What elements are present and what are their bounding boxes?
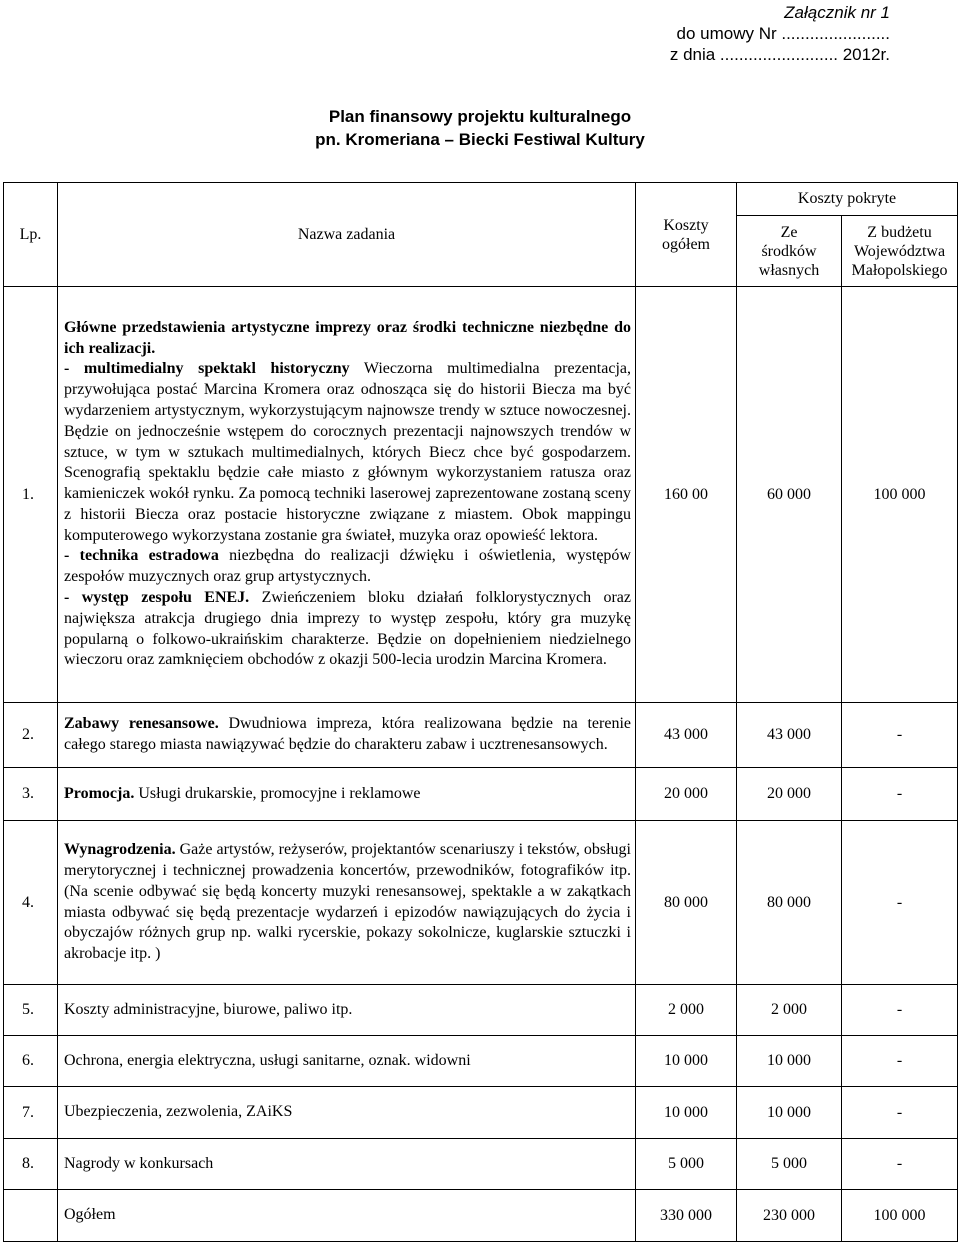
attachment-number: Załącznik nr 1 bbox=[784, 3, 890, 22]
row-lp: 2. bbox=[4, 703, 58, 768]
row-budget: - bbox=[842, 1087, 958, 1139]
header-own-l1: Ze bbox=[780, 223, 798, 241]
row-text: Dwudniowa impreza, która realizowana będzie na terenie całego starego miasta nawiązywać będzie do charakteru zabaw i ucztrenesansowych. bbox=[64, 715, 632, 753]
row-lp: 8. bbox=[4, 1139, 58, 1190]
row-bold-lead: Wynagrodzenia. bbox=[64, 841, 176, 859]
row-budget: 100 000 bbox=[842, 287, 958, 703]
table-row bbox=[4, 985, 958, 1036]
agreement-date: z dnia ......................... 2012r. bbox=[669, 45, 890, 64]
row-paragraph bbox=[64, 546, 631, 588]
row-description bbox=[58, 287, 636, 703]
row-lp: 7. bbox=[4, 1087, 58, 1139]
row-bold-lead: - występ zespołu ENEJ. bbox=[64, 589, 250, 607]
row-bold-lead: Promocja. bbox=[64, 784, 135, 802]
header-total-l1: Koszty bbox=[663, 216, 709, 234]
row-own: 2 000 bbox=[737, 985, 842, 1036]
row-lp: 6. bbox=[4, 1036, 58, 1087]
table-row bbox=[4, 703, 958, 768]
row-own: 60 000 bbox=[737, 287, 842, 703]
row-description bbox=[58, 768, 636, 821]
row-paragraph bbox=[64, 588, 631, 671]
row-description: Koszty administracyjne, biurowe, paliwo itp. bbox=[58, 985, 636, 1036]
row-bold-lead: - multimedialny spektakl historyczny bbox=[64, 360, 350, 378]
row-lp: 5. bbox=[4, 985, 58, 1036]
row-total: 43 000 bbox=[636, 703, 737, 768]
header-budget-l2: Województwa bbox=[853, 242, 946, 260]
row-budget: - bbox=[842, 1036, 958, 1087]
row-total: 10 000 bbox=[636, 1036, 737, 1087]
row-total: 2 000 bbox=[636, 985, 737, 1036]
row-own: 10 000 bbox=[737, 1087, 842, 1139]
row-lp: 1. bbox=[4, 287, 58, 703]
summary-budget: 100 000 bbox=[842, 1190, 958, 1242]
table-row bbox=[4, 768, 958, 821]
row-description: Nagrody w konkursach bbox=[58, 1139, 636, 1190]
header-own-funds bbox=[737, 216, 842, 287]
agreement-number: do umowy Nr ....................... bbox=[676, 24, 890, 43]
header-lp: Lp. bbox=[4, 183, 58, 287]
financial-plan-table bbox=[3, 182, 958, 1242]
row-text: Gaże artystów, reżyserów, projektantów scenariuszy i tekstów, obsługi merytorycznej i technicznej prowadzenia koncertów, przewodników, fotografików itp. (Na scenie odbywać się będą koncerty muzyki renesansowej, spektakle a w zakątkach miasta odbywać się będą prezentacje wydarzeń i epizodów nawiązujących do życia i obyczajów różnych grup np. walki rycerskie, pokazy sokolnicze, kuglarskie sztuczki i akrobacje itp. ) bbox=[64, 841, 631, 963]
row-bold-lead: Zabawy renesansowe. bbox=[64, 715, 219, 733]
summary-lp-empty bbox=[4, 1190, 58, 1242]
table-row bbox=[4, 821, 958, 985]
table-row bbox=[4, 1036, 958, 1087]
row-text: Wieczorna multimedialna prezentacja, przywołująca postać Marcina Kromera oraz odnosząca się do historii Biecza ma być wydarzeniem artystycznym, wykorzystującym najnowsze trendy w sztuce nowoczesnej. Będzie on jednocześnie wstępem do corocznych prezentacji najnowszych trendów w sztuce, w tym w sztukach multimedialnych, których Biecz chce być gospodarzem. Scenografią spektaklu będzie całe miasto z głównym wykorzystaniem ratusza oraz kamieniczek wokół rynku. Za pomocą techniki laserowej zaprezentowane zostaną sceny z historii Biecza oraz postacie historyczne związane z miastem. Obok mappingu komputerowego wykorzystana zostanie gra świateł, muzyka oraz opowieść lektora. bbox=[64, 360, 631, 544]
row-own: 43 000 bbox=[737, 703, 842, 768]
header-budget-l3: Małopolskiego bbox=[851, 261, 948, 279]
row-total: 20 000 bbox=[636, 768, 737, 821]
summary-total: 330 000 bbox=[636, 1190, 737, 1242]
summary-label: Ogółem bbox=[58, 1190, 636, 1242]
row-lp: 3. bbox=[4, 768, 58, 821]
row-own: 10 000 bbox=[737, 1036, 842, 1087]
summary-own: 230 000 bbox=[737, 1190, 842, 1242]
header-own-l2: środków bbox=[761, 242, 817, 260]
header-total-cost bbox=[636, 183, 737, 287]
header-costs-covered: Koszty pokryte bbox=[737, 183, 958, 216]
row-total: 5 000 bbox=[636, 1139, 737, 1190]
row-description: Ubezpieczenia, zezwolenia, ZAiKS bbox=[58, 1087, 636, 1139]
row-total: 80 000 bbox=[636, 821, 737, 985]
title-line-1: Plan finansowy projektu kulturalnego bbox=[328, 107, 632, 126]
row-total: 160 00 bbox=[636, 287, 737, 703]
row-paragraph bbox=[64, 359, 631, 546]
header-own-l3: własnych bbox=[758, 261, 820, 279]
header-task-name: Nazwa zadania bbox=[58, 183, 636, 287]
table-row bbox=[4, 1087, 958, 1139]
row-budget: - bbox=[842, 768, 958, 821]
title-line-2: pn. Kromeriana – Biecki Festiwal Kultury bbox=[315, 130, 645, 149]
summary-row bbox=[4, 1190, 958, 1242]
header-total-l2: ogółem bbox=[662, 235, 710, 253]
row-own: 80 000 bbox=[737, 821, 842, 985]
row-own: 20 000 bbox=[737, 768, 842, 821]
table-row bbox=[4, 287, 958, 703]
row-total: 10 000 bbox=[636, 1087, 737, 1139]
header-row bbox=[4, 183, 958, 216]
document-title bbox=[0, 105, 960, 151]
row-budget: - bbox=[842, 703, 958, 768]
header-budget-l1: Z budżetu bbox=[867, 223, 932, 241]
row-bold-lead: - technika estradowa bbox=[64, 547, 219, 565]
row-lp: 4. bbox=[4, 821, 58, 985]
row-budget: - bbox=[842, 985, 958, 1036]
row-description bbox=[58, 821, 636, 985]
row-budget: - bbox=[842, 1139, 958, 1190]
row-text: Usługi drukarskie, promocyjne i reklamowe bbox=[134, 784, 421, 802]
header-voivodeship-budget bbox=[842, 216, 958, 287]
row-text: niezbędna do realizacji dźwięku i oświetlenia, występów zespołów muzycznych oraz grup artystycznych. bbox=[64, 547, 631, 586]
row-budget: - bbox=[842, 821, 958, 985]
row-own: 5 000 bbox=[737, 1139, 842, 1190]
attachment-note bbox=[670, 2, 890, 65]
row-intro: Główne przedstawienia artystyczne imprezy oraz środki techniczne niezbędne do ich realizacji. bbox=[64, 318, 631, 357]
table-row bbox=[4, 1139, 958, 1190]
row-text: Zwieńczeniem bloku działań folklorystycznych oraz największa atrakcja drugiego dnia imprezy to występ zespołu, który gra muzykę popularną o folkowo-ukraińskim charakterze. Będzie on dopełnieniem niedzielnego wieczoru oraz zamknięciem obchodów z okazji 500-lecia urodzin Marcina Kromera. bbox=[64, 589, 631, 669]
row-description: Ochrona, energia elektryczna, usługi sanitarne, oznak. widowni bbox=[58, 1036, 636, 1087]
row-description bbox=[58, 703, 636, 768]
